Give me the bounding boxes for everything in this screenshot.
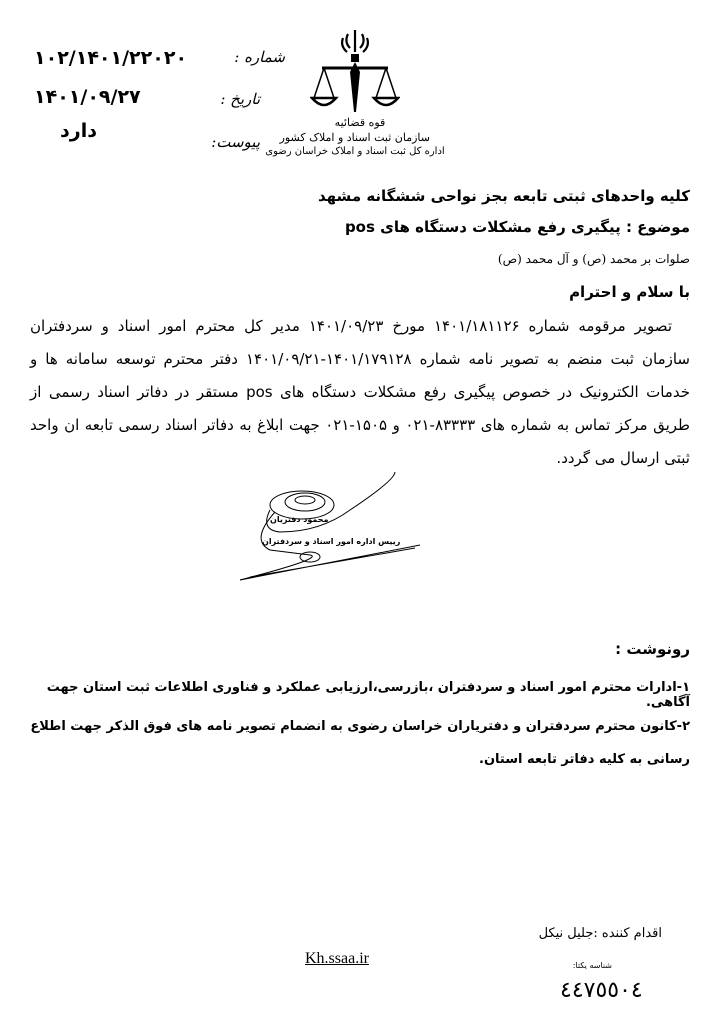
copy-item-1: ۱-ادارات محترم امور اسناد و سردفتران ،بازرسی،ارزیابی عملکرد و فناوری اطلاعات ثبت استان جهت آگاهی.	[46, 680, 690, 710]
copies-heading: رونوشت :	[615, 640, 690, 658]
org-line-2: سازمان ثبت اسناد و املاک کشور	[279, 131, 430, 144]
blessing: صلوات بر محمد (ص) و آل محمد (ص)	[497, 252, 690, 266]
date-label: تاریخ :	[220, 90, 260, 108]
subject: موضوع : پیگیری رفع مشکلات دستگاه های pos	[344, 218, 690, 236]
number-label: شماره :	[234, 48, 285, 66]
action-by: اقدام کننده :جلیل نیکل	[538, 926, 662, 941]
greeting: با سلام و احترام	[569, 283, 690, 301]
website-link[interactable]: Kh.ssaa.ir	[305, 950, 369, 967]
unique-id-value: ٤٤٧٥٥٠٤	[560, 978, 643, 1003]
unique-id-label: شناسه یکتا:	[572, 961, 612, 970]
signatory-title: رییس اداره امور اسناد و سردفتران	[262, 537, 401, 546]
org-line-1: قوه قضائیه	[334, 116, 386, 129]
judiciary-emblem-icon	[310, 28, 400, 118]
recipient: کلیه واحدهای ثبتی تابعه بجز نواحی ششگانه مشهد	[317, 187, 690, 205]
attachment-label: پیوست:	[211, 133, 260, 151]
letter-body: تصویر مرقومه شماره ۱۴۰۱/۱۸۱۱۲۶ مورخ ۱۴۰۱/۰۹/۲۳ مدیر کل محترم امور اسناد و سردفتران سازمان ثبت منضم به تصویر نامه شماره ۱۴۰۱/۱۷۹۱۲۸-۱۴۰۱/۰۹/۲۱ دفتر محترم توسعه سامانه ها و خدمات الکترونیک در خصوص پیگیری رفع مشکلات دستگاه های pos مستقر در دفاتر اسناد رسمی از طریق مرکز تماس به شماره های ۸۳۳۳۳-۰۲۱ و ۱۵۰۵-۰۲۱ جهت ابلاغ به دفاتر اسناد رسمی تابعه ان واحد ثبتی ارسال می گردد.	[30, 317, 690, 467]
copy-item-2: ۲-کانون محترم سردفتران و دفتریاران خراسان رضوی به انضمام تصویر نامه های فوق الذکر جهت اطلاع رسانی به کلیه دفاتر تابعه استان.	[30, 719, 690, 767]
org-line-3: اداره کل ثبت اسناد و املاک خراسان رضوی	[265, 146, 445, 157]
signatory-name: محمود دفتریان	[270, 515, 329, 524]
letter-date: ۱۴۰۱/۰۹/۲۷	[34, 86, 141, 108]
signature-scribble	[230, 470, 430, 590]
letter-number: ۱۰۲/۱۴۰۱/۲۲۰۲۰	[34, 47, 188, 69]
attachment-value: دارد	[60, 120, 97, 142]
